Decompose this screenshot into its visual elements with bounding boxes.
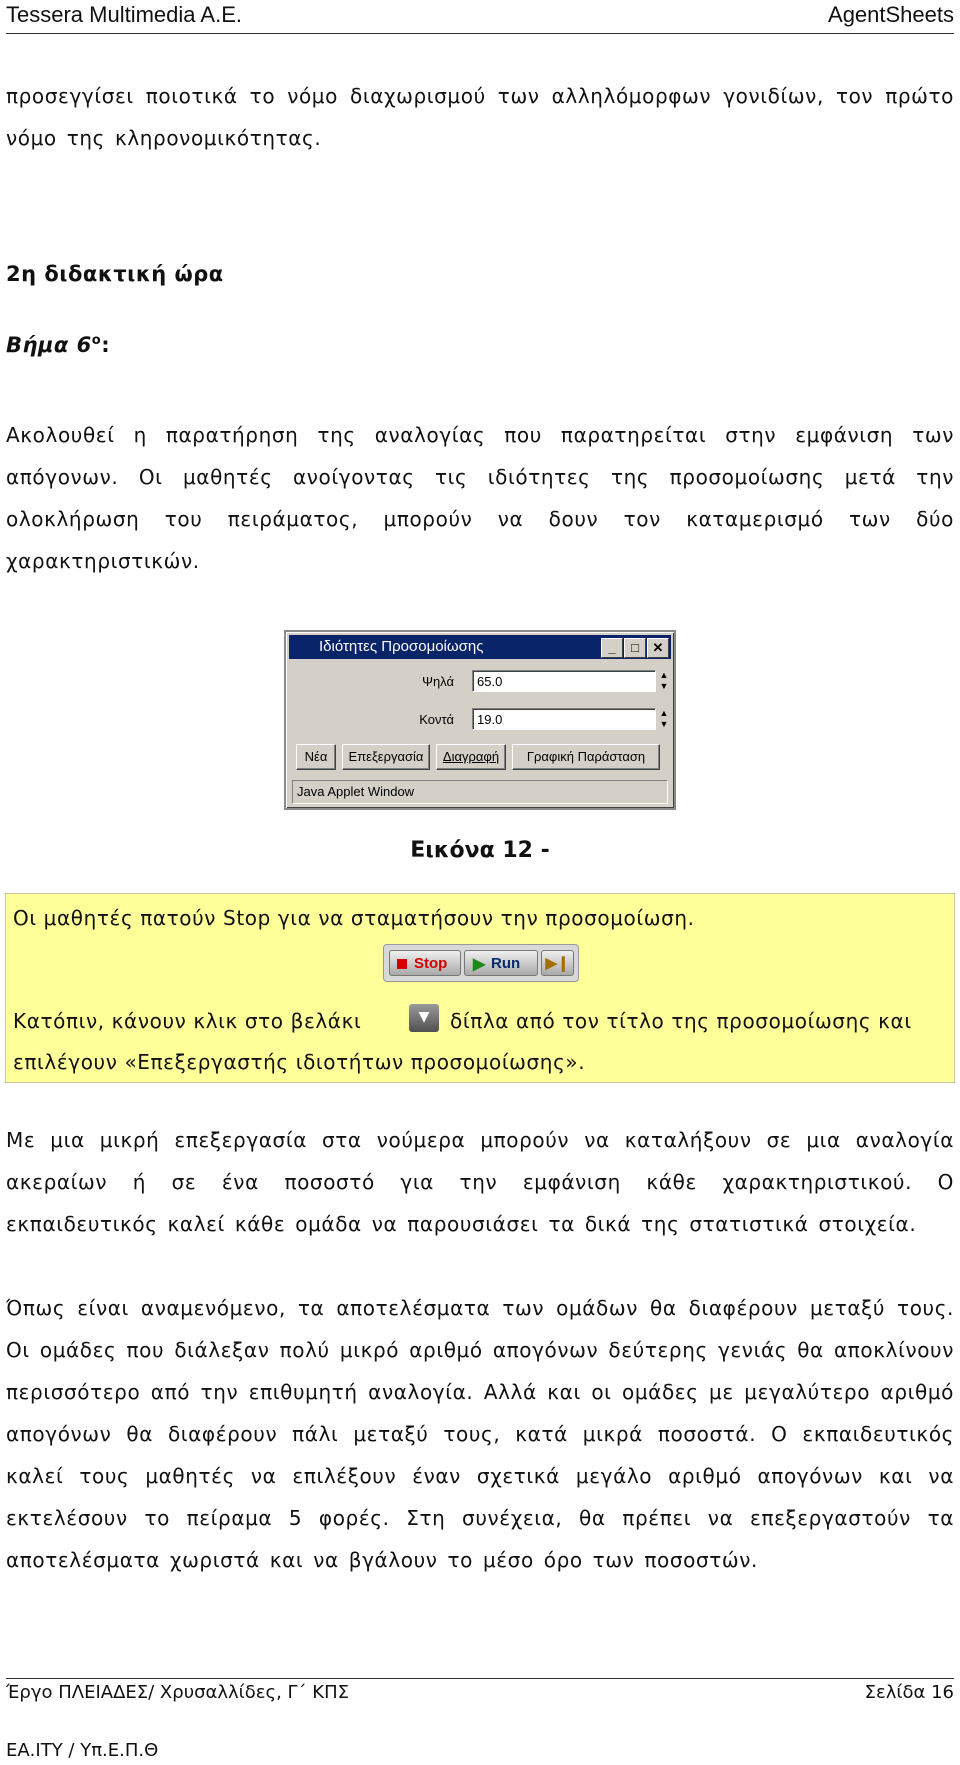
field-tall-spinner-icon[interactable]: ▲ ▼: [659, 670, 669, 691]
figure-caption: Εικόνα 12 -: [410, 838, 550, 863]
note-line-select: επιλέγουν «Επεξεργαστής ιδιοτήτων προσομοίωσης».: [13, 1050, 586, 1074]
dropdown-arrow-icon: ▼: [409, 1004, 439, 1032]
new-button[interactable]: Νέα: [296, 744, 336, 770]
delete-button[interactable]: Διαγραφή: [436, 744, 506, 770]
simulation-toolbar: [383, 944, 579, 982]
dialog-titlebar: [289, 635, 671, 659]
stop-button[interactable]: [389, 950, 461, 976]
run-label: Run: [491, 955, 521, 972]
page-number: Σελίδα 16: [864, 1682, 954, 1703]
header-company: Tessera Multimedia A.E.: [6, 2, 242, 27]
footer-project: Έργο ΠΛΕΙΑΔΕΣ/ Χρυσαλλίδες, Γ΄ ΚΠΣ: [6, 1682, 349, 1703]
paragraph-processing: Με μια μικρή επεξεργασία στα νούμερα μπορούν να καταλήξουν σε μια αναλογία ακεραίων ή σε ένα ποσοστό για την εμφάνιση κάθε χαρακτηριστικού. Ο εκπαιδευτικός καλεί κάθε ομάδα να παρουσιάσει τα δικά της στατιστικά στοιχεία.: [6, 1128, 954, 1236]
applet-status-bar: Java Applet Window: [292, 780, 668, 804]
footer-divider: [6, 1678, 954, 1679]
graph-button[interactable]: Γραφική Παράσταση: [512, 744, 660, 770]
stop-icon: [397, 959, 407, 969]
header-divider: [6, 33, 954, 34]
section-heading: 2η διδακτική ώρα: [6, 262, 224, 286]
simulation-properties-dialog: [284, 630, 676, 810]
paragraph-observation: Ακολουθεί η παρατήρηση της αναλογίας που παρατηρείται στην εμφάνιση των απόγονων. Οι μαθητές ανοίγοντας τις ιδιότητες της προσομοίωσης μετά την ολοκλήρωση του πειράματος, μπορούν να δουν τον καταμερισμό των δύο χαρακτηριστικών.: [6, 423, 954, 573]
field-short-input[interactable]: 19.0: [472, 708, 656, 730]
edit-button[interactable]: Επεξεργασία: [342, 744, 430, 770]
step-button[interactable]: [541, 950, 574, 976]
play-icon: ▶: [473, 956, 486, 973]
paragraph-results: Όπως είναι αναμενόμενο, τα αποτελέσματα των ομάδων θα διαφέρουν μεταξύ τους. Οι ομάδες που διάλεξαν πολύ μικρό αριθμό απογόνων δεύτερης γενιάς θα αποκλίνουν περισσότερο από την επιθυμητή αναλογία. Αλλά και οι ομάδες με μεγαλύτερο αριθμό απογόνων θα διαφέρουν πάλι μεταξύ τους, κατά μικρά ποσοστά. Ο εκπαιδευτικός καλεί τους μαθητές να επιλέξουν έναν σχετικά μεγάλο αριθμό απογόνων και να εκτελέσουν το πείραμα 5 φορές. Στη συνέχεια, θα πρέπει να επεξεργαστούν τα αποτελέσματα χωριστά και να βγάλουν το μέσο όρο των ποσοστών.: [6, 1296, 954, 1572]
step-heading: Βήμα $6^o$:: [6, 333, 111, 357]
field-tall-label: Ψηλά: [422, 674, 454, 689]
footer-institution: ΕΑ.ΙΤΥ / Υπ.Ε.Π.Θ: [6, 1740, 159, 1761]
run-button[interactable]: [464, 950, 538, 976]
note-line-click-cont: δίπλα από τον τίτλο της προσομοίωσης και: [450, 1009, 912, 1033]
field-tall-input[interactable]: 65.0: [472, 670, 656, 692]
instruction-note: [5, 893, 955, 1083]
paragraph-intro: προσεγγίσει ποιοτικά το νόμο διαχωρισμού των αλληλόμορφων γονιδίων, τον πρώτο νόμο της κληρονομικότητας.: [6, 84, 954, 150]
header-product: AgentSheets: [828, 2, 954, 27]
minimize-icon[interactable]: _: [601, 638, 623, 658]
field-short-label: Κοντά: [419, 712, 454, 727]
note-line-click: Κατόπιν, κάνουν κλικ στο βελάκι: [13, 1009, 362, 1033]
note-line-stop: Οι μαθητές πατούν Stop για να σταματήσουν την προσομοίωση.: [13, 906, 695, 930]
maximize-icon[interactable]: □: [624, 638, 646, 658]
close-icon[interactable]: ✕: [647, 638, 669, 658]
step-forward-icon: ▶❙: [545, 955, 570, 972]
field-short-spinner-icon[interactable]: ▲ ▼: [659, 708, 669, 729]
dialog-title: Ιδιότητες Προσομοίωσης: [319, 638, 484, 655]
stop-label: Stop: [414, 955, 448, 972]
